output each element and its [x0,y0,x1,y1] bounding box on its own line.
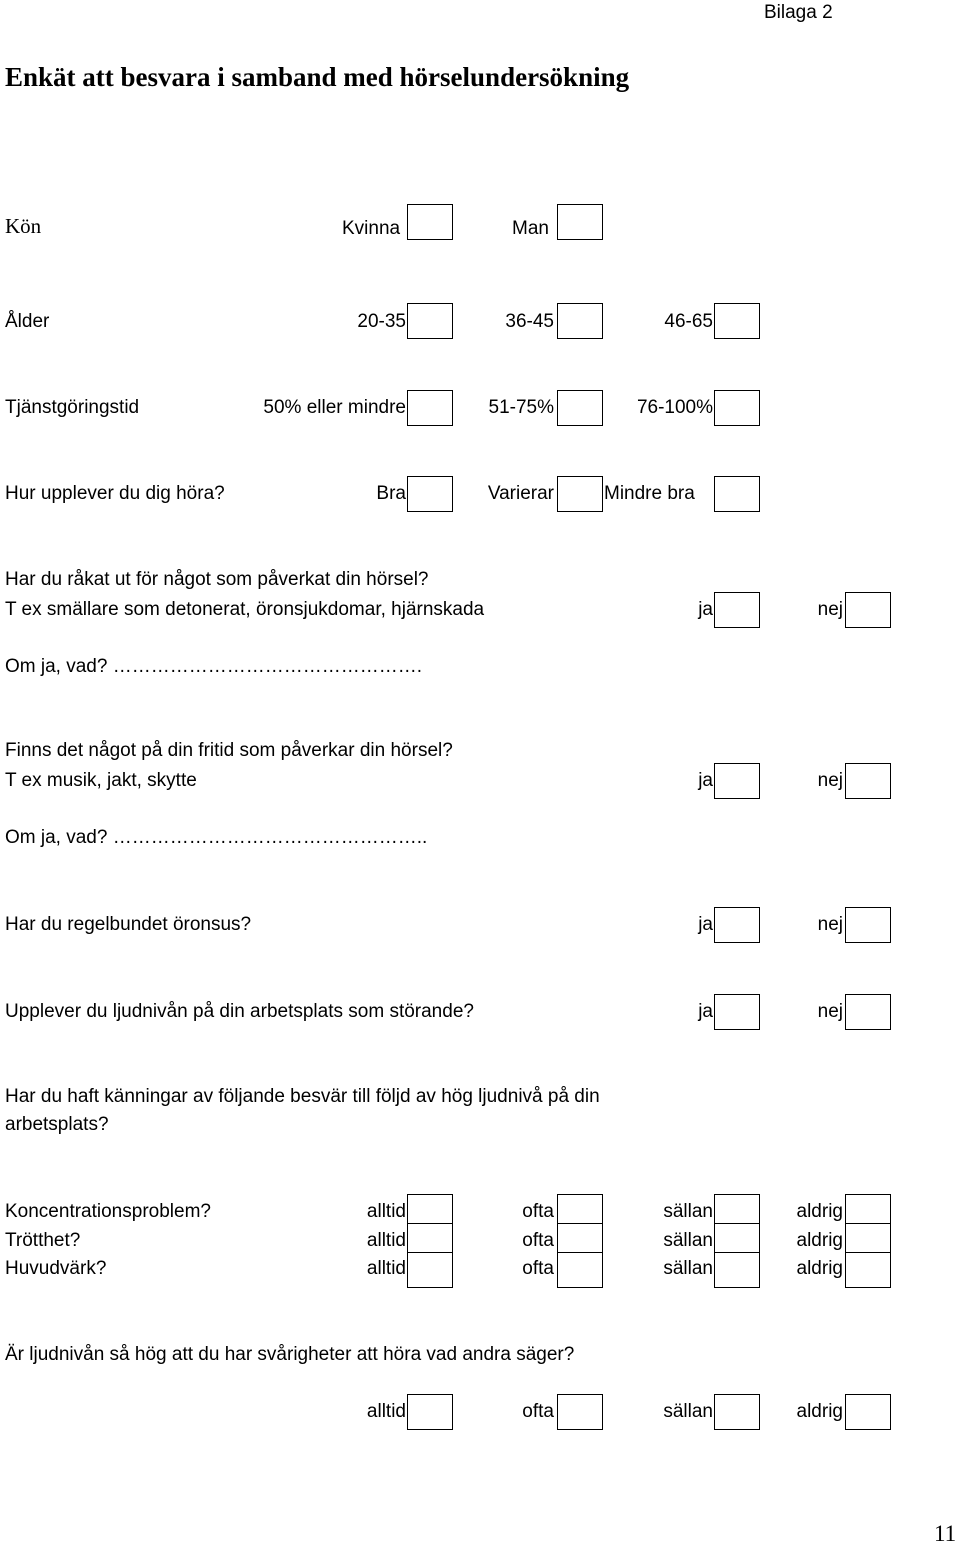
frequency-alltid-label: alltid [366,1258,406,1279]
affected-hearing-yes-label: ja [698,599,713,620]
symptoms-question-line1: Har du haft känningar av följande besvär till följd av hög ljudnivå på din [5,1086,600,1107]
symptom-headache-label: Huvudvärk? [5,1258,107,1279]
frequency-sallan-label: sällan [663,1230,713,1251]
hard-to-hear-sallan-checkbox[interactable] [714,1394,760,1430]
hearing-option-bra: Bra [376,483,406,504]
hard-to-hear-ofta-label: ofta [522,1401,554,1422]
workplace-noise-question: Upplever du ljudnivån på din arbetsplats som störande? [5,1001,474,1022]
service-time-76-100-checkbox[interactable] [714,390,760,426]
affected-hearing-question: Har du råkat ut för något som påverkat din hörsel? [5,569,429,590]
tinnitus-question: Har du regelbundet öronsus? [5,914,252,935]
hearing-experience-label: Hur upplever du dig höra? [5,483,225,504]
affected-hearing-example: T ex smällare som detonerat, öronsjukdomar, hjärnskada [5,599,485,620]
workplace-noise-no-checkbox[interactable] [845,994,891,1030]
workplace-noise-yes-label: ja [698,1001,713,1022]
service-time-option-76-100: 76-100% [636,397,713,418]
appendix-label: Bilaga 2 [764,2,833,23]
leisure-question: Finns det något på din fritid som påverkar din hörsel? [5,740,453,761]
leisure-followup[interactable]: Om ja, vad? ………………………………………….. [5,827,428,848]
hearing-mindre-bra-checkbox[interactable] [714,476,760,512]
page-title: Enkät att besvara i samband med hörselundersökning [5,62,630,92]
frequency-ofta-label: ofta [522,1258,554,1279]
page-number: 11 [934,1521,957,1546]
age-option-36-45: 36-45 [505,311,554,332]
age-option-46-65: 46-65 [664,311,713,332]
age-20-35-checkbox[interactable] [407,303,453,339]
hard-to-hear-alltid-label: alltid [366,1401,406,1422]
tinnitus-yes-checkbox[interactable] [714,907,760,943]
hearing-varierar-checkbox[interactable] [557,476,603,512]
hard-to-hear-sallan-label: sällan [663,1401,713,1422]
headache-alltid-checkbox[interactable] [407,1252,453,1288]
workplace-noise-no-label: nej [817,1001,843,1022]
tinnitus-no-checkbox[interactable] [845,907,891,943]
hard-to-hear-aldrig-label: aldrig [796,1401,843,1422]
age-option-20-35: 20-35 [357,311,406,332]
leisure-example: T ex musik, jakt, skytte [5,770,197,791]
symptom-fatigue-label: Trötthet? [5,1230,81,1251]
frequency-alltid-label: alltid [366,1201,406,1222]
workplace-noise-yes-checkbox[interactable] [714,994,760,1030]
leisure-no-label: nej [817,770,843,791]
symptom-concentration-label: Koncentrationsproblem? [5,1201,211,1222]
hard-to-hear-ofta-checkbox[interactable] [557,1394,603,1430]
hearing-option-mindre-bra: Mindre bra [604,483,695,504]
leisure-yes-checkbox[interactable] [714,763,760,799]
affected-hearing-yes-checkbox[interactable] [714,592,760,628]
headache-sallan-checkbox[interactable] [714,1252,760,1288]
leisure-yes-label: ja [698,770,713,791]
headache-ofta-checkbox[interactable] [557,1252,603,1288]
affected-hearing-no-checkbox[interactable] [845,592,891,628]
hard-to-hear-question: Är ljudnivån så hög att du har svårigheter att höra vad andra säger? [5,1344,575,1365]
gender-option-kvinna: Kvinna [342,218,401,239]
affected-hearing-no-label: nej [817,599,843,620]
age-46-65-checkbox[interactable] [714,303,760,339]
frequency-aldrig-label: aldrig [796,1230,843,1251]
gender-man-checkbox[interactable] [557,204,603,240]
frequency-sallan-label: sällan [663,1258,713,1279]
hearing-bra-checkbox[interactable] [407,476,453,512]
service-time-50-checkbox[interactable] [407,390,453,426]
gender-kvinna-checkbox[interactable] [407,204,453,240]
service-time-51-75-checkbox[interactable] [557,390,603,426]
frequency-ofta-label: ofta [522,1230,554,1251]
hearing-option-varierar: Varierar [487,483,554,504]
service-time-label: Tjänstgöringstid [5,397,140,418]
symptoms-question-line2: arbetsplats? [5,1114,109,1135]
service-time-option-51-75: 51-75% [488,397,554,418]
age-36-45-checkbox[interactable] [557,303,603,339]
headache-aldrig-checkbox[interactable] [845,1252,891,1288]
gender-option-man: Man [512,218,549,239]
hard-to-hear-aldrig-checkbox[interactable] [845,1394,891,1430]
leisure-no-checkbox[interactable] [845,763,891,799]
frequency-alltid-label: alltid [366,1230,406,1251]
service-time-option-50: 50% eller mindre [263,397,406,418]
frequency-aldrig-label: aldrig [796,1258,843,1279]
frequency-sallan-label: sällan [663,1201,713,1222]
tinnitus-yes-label: ja [698,914,713,935]
age-label: Ålder [5,311,50,332]
affected-hearing-followup[interactable]: Om ja, vad? …………………………………………. [5,656,422,677]
frequency-ofta-label: ofta [522,1201,554,1222]
hard-to-hear-alltid-checkbox[interactable] [407,1394,453,1430]
frequency-aldrig-label: aldrig [796,1201,843,1222]
gender-label: Kön [5,214,42,238]
tinnitus-no-label: nej [817,914,843,935]
